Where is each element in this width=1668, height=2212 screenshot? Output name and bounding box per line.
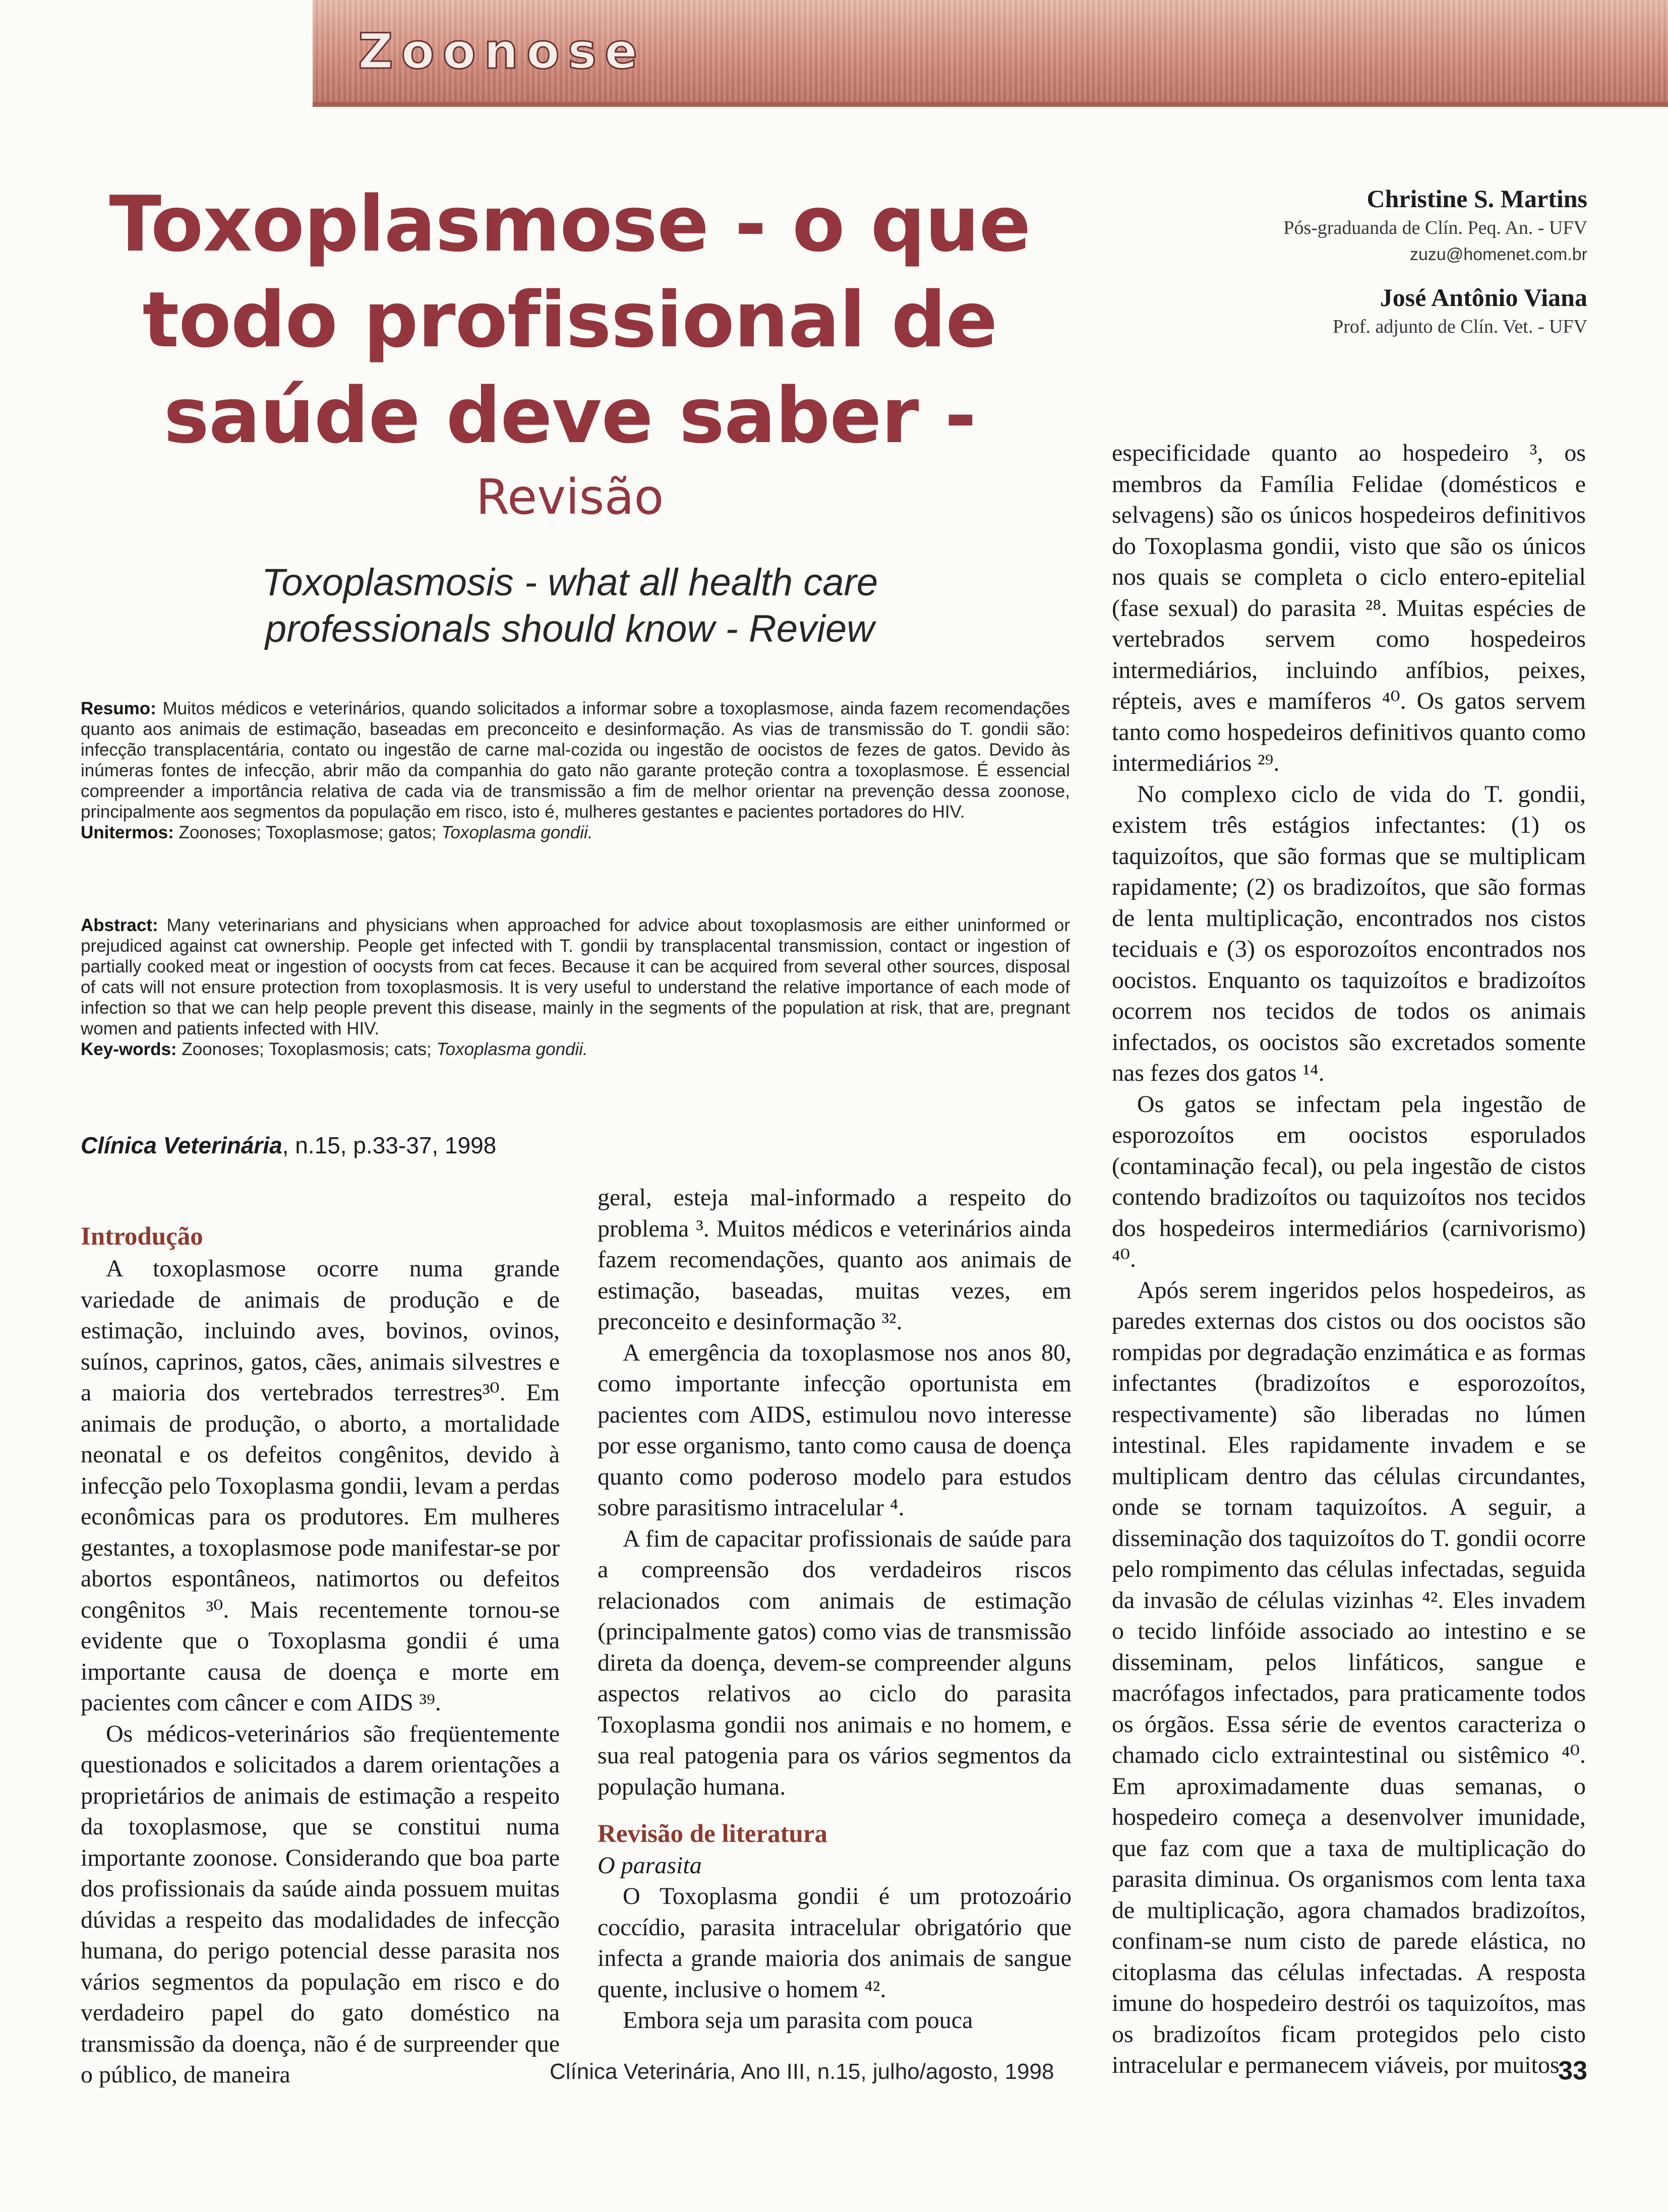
resumo-label: Resumo: [81, 699, 156, 718]
keywords-label: Key-words: [81, 1039, 177, 1059]
unitermos-species: Toxoplasma gondii. [441, 823, 593, 842]
resumo-text: Muitos médicos e veterinários, quando solicitados a informar sobre a toxoplasmose, ainda fazem recomendações quanto aos animais de estimação, baseadas em preconceito e desinformação. As vias de transmissão do T. gondii são: infecção transplacentária, contato ou ingestão de carne mal-cozida ou ingestão de oocistos de fezes de gatos. Devido às inúmeras fontes de infecção, abrir mão da companhia do gato não garante proteção contra a toxoplasmose. É essencial compreender a importância relativa de cada via de transmissão a fim de melhor orientar na prevenção dessa zoonose, principalmente aos segmentos da população em risco, isto é, mulheres gestantes e pacientes portadores do HIV. [81, 699, 1070, 822]
english-title [91, 560, 1049, 652]
body-paragraph: Os médicos-veterinários são freqüentemente questionados e solicitados a darem orientações a proprietários de animais de estimação a respeito da toxoplasmose, que se constitui numa importante zoonose. Considerando que boa parte dos profissionais da saúde ainda possuem muitas dúvidas a respeito das modalidades de infecção humana, do perigo potencial desse parasita nos vários segmentos da população em risco e do verdadeiro papel do gato doméstico na transmissão da doença, não é de surpreender que o público, de maneira [81, 1720, 560, 2088]
abstract-label: Abstract: [81, 915, 158, 935]
unitermos-text: Zoonoses; Toxoplasmose; gatos; [178, 823, 437, 842]
section-label: Zoonose [358, 23, 646, 80]
body-column-3 [1112, 438, 1586, 2081]
body-paragraph: A emergência da toxoplasmose nos anos 80, como importante infecção oportunista em pacientes com AIDS, estimulou novo interesse por esse organismo, tanto como causa de doença quanto como poderoso modelo para estudos sobre parasitismo intracelular ⁴. [598, 1339, 1071, 1521]
body-paragraph: especificidade quanto ao hospedeiro ³, os membros da Família Felidae (domésticos e selvagens) são os únicos hospedeiros definitivos do Toxoplasma gondii, visto que são os únicos nos quais se completa o ciclo entero-epitelial (fase sexual) do parasita ²⁸. Muitas espécies de vertebrados servem como hospedeiros intermediários, incluindo anfíbios, peixes, répteis, aves e mamíferos ⁴⁰. Os gatos servem tanto como hospedeiros definitivos quanto como intermediários ²⁹. [1112, 440, 1586, 776]
citation [81, 1132, 496, 1159]
body-paragraph: Os gatos se infectam pela ingestão de esporozoítos em oocistos esporulados (contaminação fecal), ou pela ingestão de cistos contendo bradizoítos ou taquizoítos nos tecidos dos hospedeiros intermediários (carnivorismo) ⁴⁰. [1112, 1090, 1586, 1272]
author-email: zuzu@homenet.com.br [1409, 245, 1587, 264]
author-name: José Antônio Viana [1380, 283, 1587, 312]
body-paragraph: No complexo ciclo de vida do T. gondii, existem três estágios infectantes: (1) os taquizoítos, que são formas que se multiplicam rapidamente; (2) os bradizoítos, que são formas de lenta multiplicação, encontrados nos cistos teciduais e (3) os esporozoítos encontrados nos oocistos. Enquanto os taquizoítos e bradizoítos ocorrem nos tecidos de todos os animais infectados, os oocistos são excretados somente nas fezes dos gatos ¹⁴. [1112, 780, 1586, 1086]
citation-details: , n.15, p.33-37, 1998 [282, 1132, 497, 1158]
body-paragraph: O Toxoplasma gondii é um protozoário coccídio, parasita intracelular obrigatório que infecta a grande maioria dos animais de sangue quente, inclusive o homem ⁴². [598, 1883, 1071, 2003]
body-paragraph: A toxoplasmose ocorre numa grande variedade de animais de produção e de estimação, incluindo aves, bovinos, ovinos, suínos, caprinos, gatos, cães, animais silvestres e a maioria dos vertebrados terrestres³⁰. Em animais de produção, o aborto, a mortalidade neonatal e os defeitos congênitos, devido à infecção pelo Toxoplasma gondii, levam a perdas econômicas para os produtores. Em mulheres gestantes, a toxoplasmose pode manifestar-se por abortos espontâneos, natimortos ou defeitos congênitos ³⁰. Mais recentemente tornou-se evidente que o Toxoplasma gondii é uma importante causa de doença e morte em pacientes com câncer e com AIDS ³⁹. [81, 1255, 560, 1716]
author-block-2 [1333, 281, 1587, 340]
citation-journal: Clínica Veterinária [81, 1132, 282, 1158]
author-affiliation: Prof. adjunto de Clín. Vet. - UFV [1333, 316, 1587, 337]
body-column-2 [598, 1182, 1071, 2036]
body-paragraph: A fim de capacitar profissionais de saúde para a compreensão dos verdadeiros riscos relacionados com animais de estimação (principalmente gatos) como vias de transmissão direta da doença, devem-se compreender alguns aspectos relativos ao ciclo do parasita Toxoplasma gondii nos animais e no homem, e sua real patogenia para os vários segmentos da população humana. [598, 1525, 1071, 1800]
title-line-3: saúde deve saber - [163, 371, 976, 460]
intro-heading: Introdução [81, 1222, 203, 1251]
author-block-1 [1283, 182, 1587, 268]
page-number: 33 [1558, 2056, 1587, 2085]
body-paragraph: Após serem ingeridos pelos hospedeiros, as paredes externas dos cistos ou dos oocistos são rompidas por degradação enzimática e as formas infectantes (bradizoítos e esporozoítos, respectivamente) são liberadas no lúmen intestinal. Eles rapidamente invadem e se multiplicam dentro das células circundantes, onde se tornam taquizoítos. A seguir, a disseminação dos taquizoítos do T. gondii ocorre pelo rompimento das células infectadas, seguida da invasão de células vizinhas ⁴². Eles invadem o tecido linfóide associado ao intestino e se disseminam, pelos linfáticos, sangue e macrófagos infectados, para praticamente todos os órgãos. Essa série de eventos caracteriza o chamado ciclo extraintestinal ou sistêmico ⁴⁰. Em aproximadamente duas semanas, o hospedeiro começa a desenvolver imunidade, que faz com que a taxa de multiplicação do parasita diminua. Os organismos com lenta taxa de multiplicação, agora chamados bradizoítos, confinam-se num cisto de parede elástica, no citoplasma das células infectadas. A resposta imune do hospedeiro destrói os taquizoítos, mas os bradizoítos ficam protegidos pelo cisto intracelular e permanecem viáveis, por muitos [1112, 1276, 1586, 2078]
section-banner [313, 0, 1668, 107]
article-title [66, 176, 1074, 464]
parasite-subheading: O parasita [598, 1852, 702, 1879]
keywords-species: Toxoplasma gondii. [436, 1039, 588, 1059]
english-title-line-2: professionals should know - Review [265, 607, 875, 650]
title-line-1: Toxoplasmose - o que [109, 179, 1031, 269]
unitermos-label: Unitermos: [81, 823, 174, 842]
author-name: Christine S. Martins [1366, 185, 1587, 213]
keywords-text: Zoonoses; Toxoplasmosis; cats; [182, 1039, 432, 1059]
article-subtitle: Revisão [475, 469, 664, 525]
review-heading: Revisão de literatura [598, 1820, 828, 1848]
body-paragraph: Embora seja um parasita com pouca [623, 2007, 973, 2034]
abstract-text: Many veterinarians and physicians when approached for advice about toxoplasmosis are either uninformed or prejudiced against cat ownership. People get infected with T. gondii by transplacental transmission, contact or ingestion of partially cooked meat or ingestion of oocysts from cat feces. Because it can be acquired from several other sources, disposal of cats will not ensure protection from toxoplasmosis. It is very useful to understand the relative importance of each mode of infection so that we can help people prevent this disease, mainly in the segments of the population at risk, that are, pregnant women and patients infected with HIV. [81, 915, 1070, 1038]
body-paragraph: geral, esteja mal-informado a respeito do problema ³. Muitos médicos e veterinários ainda fazem recomendações, quanto aos animais de estimação, baseadas, muitas vezes, em preconceito e desinformação ³². [598, 1184, 1071, 1335]
abstract-block [81, 915, 1070, 1060]
body-column-1 [81, 1220, 560, 2091]
resumo-block [81, 698, 1070, 843]
english-title-line-1: Toxoplasmosis - what all health care [261, 561, 878, 604]
banner-stripe [313, 102, 1668, 107]
title-line-2: todo profissional de [142, 275, 997, 364]
author-affiliation: Pós-graduanda de Clín. Peq. An. - UFV [1283, 217, 1587, 238]
footer-journal-line: Clínica Veterinária, Ano III, n.15, julho/agosto, 1998 [550, 2059, 1054, 2084]
